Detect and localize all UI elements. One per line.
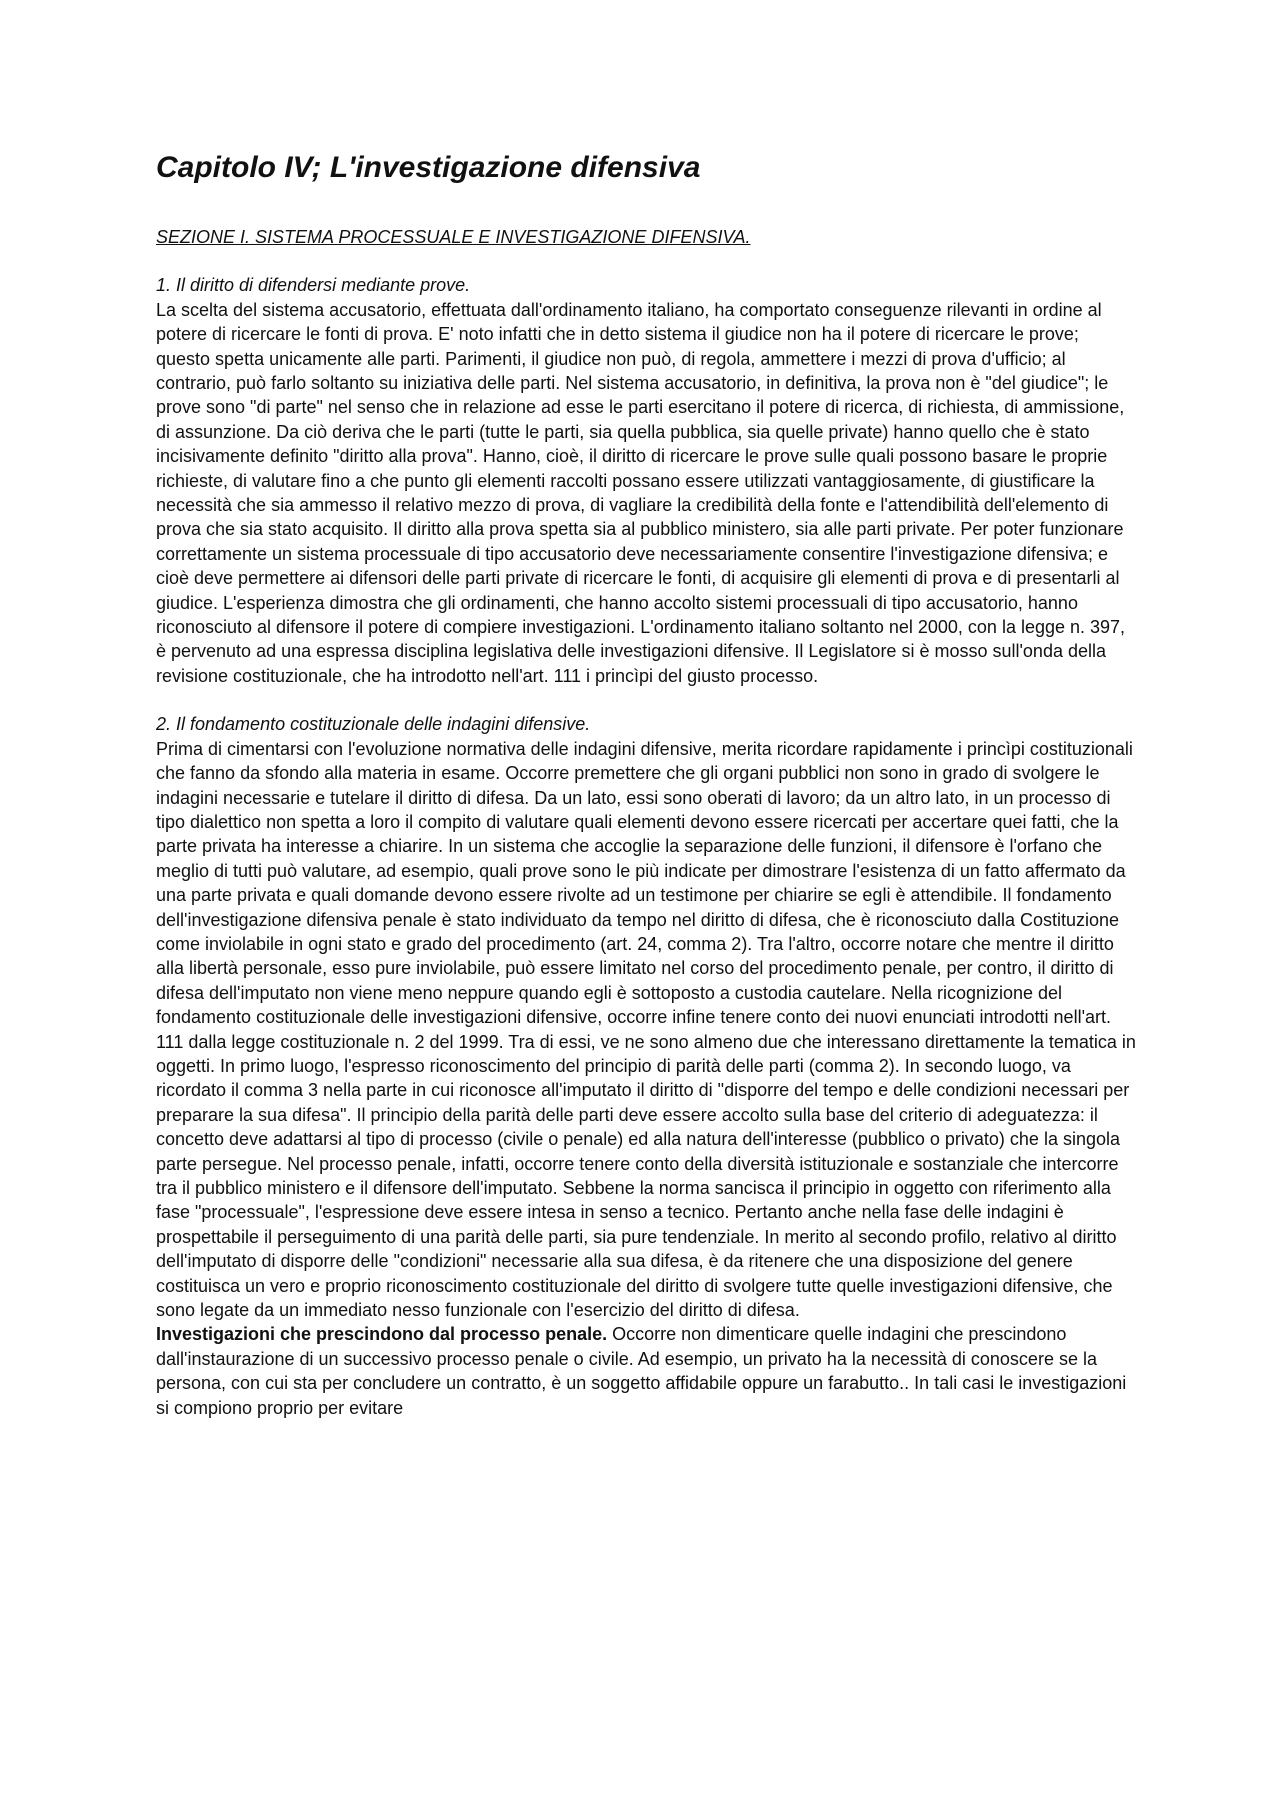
document-page — [156, 150, 1136, 1420]
document-title: Capitolo IV; L'investigazione difensiva — [156, 151, 701, 184]
section-title: SEZIONE I. SISTEMA PROCESSUALE E INVESTIGAZIONE DIFENSIVA. — [156, 227, 751, 247]
subsection-heading-1: 1. Il diritto di difendersi mediante prove. — [156, 275, 471, 296]
closing-body: Occorre non dimenticare quelle indagini che prescindono dall'instaurazione di un successivo processo penale o civile. Ad esempio, un privato ha la necessità di conoscere se la persona, con cui sta per concludere un contratto, è un soggetto affidabile oppure un farabutto.. In tali casi le investigazioni si compiono proprio per evitare — [156, 1324, 1127, 1418]
subsection-body-2: Prima di cimentarsi con l'evoluzione normativa delle indagini difensive, merita ricordare rapidamente i princìpi costituzionali che fanno da sfondo alla materia in esame. Occorre premettere che gli organi pubblici non sono in grado di svolgere le indagini necessarie e tutelare il diritto di difesa. Da un lato, essi sono oberati di lavoro; da un altro lato, in un processo di tipo dialettico non spetta a loro il compito di valutare quali elementi devono essere ricercati per accertare quei fatti, che la parte privata ha interesse a chiarire. In un sistema che accoglie la separazione delle funzioni, il difensore è l'orfano che meglio di tutti può valutare, ad esempio, quali prove sono le più indicate per dimostrare l'esistenza di un fatto affermato da una parte privata e quali domande devono essere rivolte ad un testimone per chiarire se egli è attendibile. Il fondamento dell'investigazione difensiva penale è stato individuato da tempo nel diritto di difesa, che è riconosciuto dalla Costituzione come inviolabile in ogni stato e grado del procedimento (art. 24, comma 2). Tra l'altro, occorre notare che mentre il diritto alla libertà personale, esso pure inviolabile, può essere limitato nel corso del procedimento penale, per contro, il diritto di difesa dell'imputato non viene meno neppure quando egli è sottoposto a custodia cautelare. Nella ricognizione del fondamento costituzionale delle investigazioni difensive, occorre infine tenere conto dei nuovi enunciati introdotti nell'art. 111 dalla legge costituzionale n. 2 del 1999. Tra di essi, ve ne sono almeno due che interessano direttamente la tematica in oggetti. In primo luogo, l'espresso riconoscimento del principio di parità delle parti (comma 2). In secondo luogo, va ricordato il comma 3 nella parte in cui riconosce all'imputato il diritto di "disporre del tempo e delle condizioni necessari per preparare la sua difesa". Il principio della parità delle parti deve essere accolto sulla base del criterio di adeguatezza: il concetto deve adattarsi al tipo di processo (civile o penale) ed alla natura dell'interesse (pubblico o privato) che la singola parte persegue. Nel processo penale, infatti, occorre tenere conto della diversità istituzionale e sostanziale che intercorre tra il pubblico ministero e il difensore dell'imputato. Sebbene la norma sancisca il principio in oggetto con riferimento alla fase "processuale", l'espressione deve essere intesa in senso a tecnico. Pertanto anche nella fase delle indagini è prospettabile il perseguimento di una parità delle parti, sia pure tendenziale. In merito al secondo profilo, relativo al diritto dell'imputato di disporre delle "condizioni" necessarie alla sua difesa, è da ritenere che una disposizione del genere costituisca un vero e proprio riconoscimento costituzionale del diritto di svolgere tutte quelle investigazioni difensive, che sono legate da un immediato nesso funzionale con l'esercizio del diritto di difesa. — [156, 738, 1136, 1321]
paragraph-spacer — [156, 688, 1136, 712]
closing-paragraph — [156, 1322, 1136, 1420]
subsection-body-1: La scelta del sistema accusatorio, effettuata dall'ordinamento italiano, ha comportato conseguenze rilevanti in ordine al potere di ricercare le fonti di prova. E' noto infatti che in detto sistema il giudice non ha il potere di ricercare le prove; questo spetta unicamente alle parti. Parimenti, il giudice non può, di regola, ammettere i mezzi di prova d'ufficio; al contrario, può farlo soltanto su iniziativa delle parti. Nel sistema accusatorio, in definitiva, la prova non è "del giudice"; le prove sono "di parte" nel senso che in relazione ad esse le parti esercitano il potere di ricerca, di richiesta, di ammissione, di assunzione. Da ciò deriva che le parti (tutte le parti, sia quella pubblica, sia quelle private) hanno quello che è stato incisivamente definito "diritto alla prova". Hanno, cioè, il diritto di ricercare le prove sulle quali possono basare le proprie richieste, di valutare fino a che punto gli elementi raccolti possano essere utilizzati vantaggiosamente, di giustificare la necessità che sia ammesso il relativo mezzo di prova, di vagliare la credibilità della fonte e l'attendibilità dell'elemento di prova che sia stato acquisito. Il diritto alla prova spetta sia al pubblico ministero, sia alle parti private. Per poter funzionare correttamente un sistema processuale di tipo accusatorio deve necessariamente consentire l'investigazione difensiva; e cioè deve permettere ai difensori delle parti private di ricercare le fonti, di acquisire gli elementi di prova e di presentarli al giudice. L'esperienza dimostra che gli ordinamenti, che hanno accolto sistemi processuali di tipo accusatorio, hanno riconosciuto al difensore il potere di compiere investigazioni. L'ordinamento italiano soltanto nel 2000, con la legge n. 397, è pervenuto ad una espressa disciplina legislativa delle investigazioni difensive. Il Legislatore si è mosso sull'onda della revisione costituzionale, che ha introdotto nell'art. 111 i princìpi del giusto processo. — [156, 299, 1126, 686]
closing-lead: Investigazioni che prescindono dal processo penale. — [156, 1324, 608, 1345]
subsection-heading-2: 2. Il fondamento costituzionale delle indagini difensive. — [156, 714, 591, 735]
